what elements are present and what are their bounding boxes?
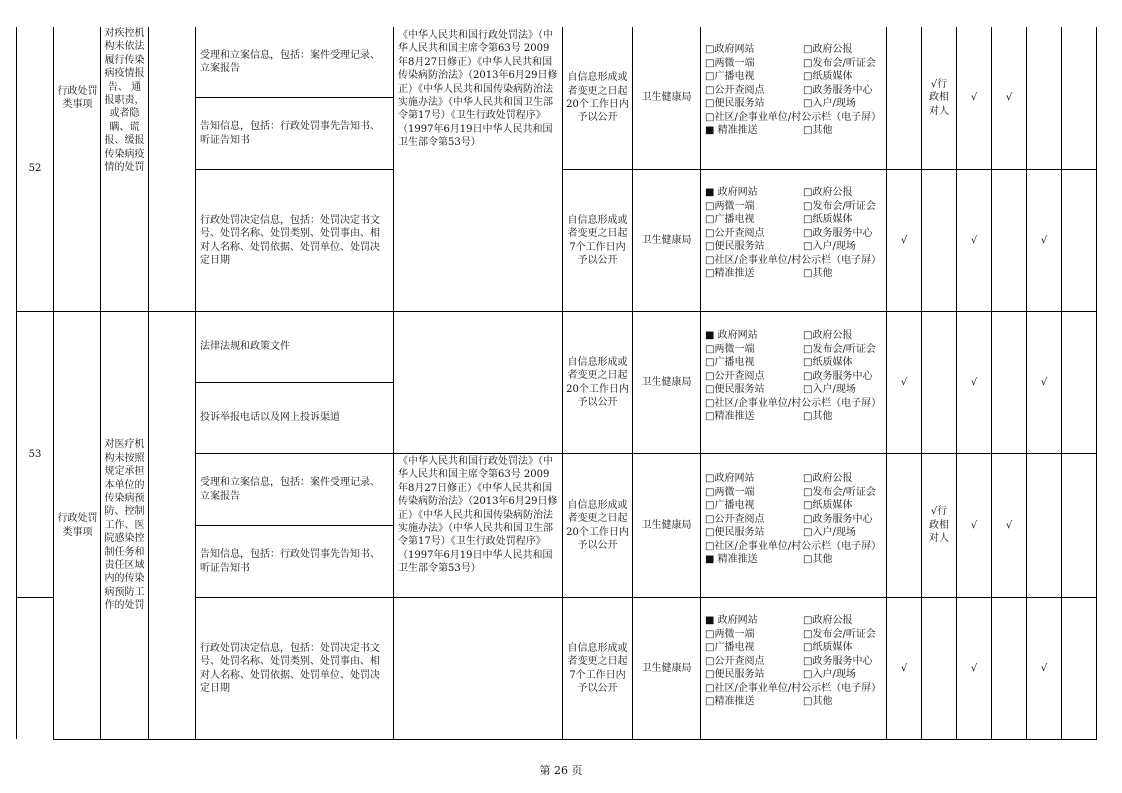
scope-all-mark: √ <box>900 376 908 388</box>
content-cell: 行政处罚决定信息，包括：处罚决定书文号、处罚名称、处罚类别、处罚事由、相对人名称、处罚依据、处罚单位、处罚决定日期 <box>200 214 380 266</box>
disclosure-timing: 自信息形成或者变更之日起20个工作日内予以公开 <box>566 499 629 551</box>
disclosure-subject: 卫生健康局 <box>641 234 692 246</box>
row-number: 52 <box>28 163 42 175</box>
mode-active-mark: √ <box>970 662 978 674</box>
content-cell: 行政处罚决定信息，包括：处罚决定书文号、处罚名称、处罚类别、处罚事由、相对人名称、处罚依据、处罚单位、处罚决定日期 <box>200 642 380 694</box>
mode-active-mark: √ <box>970 376 978 388</box>
mode-active-mark: √ <box>970 519 978 531</box>
item-name: 对医疗机构未按照规定承担本单位的传染病预防、控制工作、医院感染控制任务和责任区域内的传染病预防工作的处罚 <box>104 439 145 612</box>
mode-active-mark: √ <box>970 234 978 246</box>
legal-basis: 《中华人民共和国行政处罚法》（中华人民共和国主席令第63号 2009年8月27日修正）《中华人民共和国传染病防治法》（2013年6月29日修正）《中华人民共和国传染病防治法实施办法》（中华人民共和国卫生部令第17号）《卫生行政处罚程序》（1997年6月19日中华人民共和国卫生部令第53号） <box>398 456 558 575</box>
content-cell: 告知信息，包括：行政处罚事先告知书、听证告知书 <box>200 121 380 146</box>
mode-apply-mark <box>992 170 1026 311</box>
scope-target-mark <box>922 170 956 311</box>
scope-all-mark: √ <box>900 234 908 246</box>
legal-basis: 《中华人民共和国行政处罚法》（中华人民共和国主席令第63号 2009年8月27日修正）《中华人民共和国传染病防治法》（2013年6月29日修正）《中华人民共和国传染病防治法实施办法》（中华人民共和国卫生部令第17号）《卫生行政处罚程序》（1997年6月19日中华人民共和国卫生部令第53号） <box>398 30 558 149</box>
content-cell: 受理和立案信息，包括：案件受理记录、立案报告 <box>200 49 380 74</box>
item-name: 对疾控机构未依法履行传染病疫情报告、 通报职责，或者隐瞒、谎报、缓报传染病疫情的处罚 <box>104 28 145 174</box>
disclosure-channels: ■ 政府网站 □政府公报 □两微一端 □发布会/听证会 □广播电视 □纸质媒体 □公开查阅点 □政务服务中心 □便民服务站 □入户/现场 □社区/企事业单位/村公示栏（电子屏） □精准推送 □其他 <box>705 187 882 279</box>
item-category: 行政处罚类事项 <box>57 513 98 538</box>
disclosure-subject: 卫生健康局 <box>641 376 692 388</box>
mode-apply-mark <box>992 312 1026 453</box>
scope-target-mark <box>922 312 956 453</box>
disclosure-channels: ■ 政府网站 □政府公报 □两微一端 □发布会/听证会 □广播电视 □纸质媒体 □公开查阅点 □政务服务中心 □便民服务站 □入户/现场 □社区/企事业单位/村公示栏（电子屏） □精准推送 □其他 <box>705 615 882 707</box>
disclosure-timing: 自信息形成或者变更之日起20个工作日内予以公开 <box>566 356 629 408</box>
mode-active-mark: √ <box>970 92 978 104</box>
content-cell: 告知信息，包括：行政处罚事先告知书、听证告知书 <box>200 549 380 574</box>
scope-target-mark <box>922 598 956 739</box>
page-number: 第 26 页 <box>539 764 583 777</box>
level-county-mark: √ <box>1040 662 1048 674</box>
disclosure-subject: 卫生健康局 <box>641 519 692 531</box>
content-cell: 投诉举报电话以及网上投诉渠道 <box>200 412 340 424</box>
disclosure-subject: 卫生健康局 <box>641 92 692 104</box>
disclosure-timing: 自信息形成或者变更之日起7个工作日内予以公开 <box>567 214 628 266</box>
scope-all-mark <box>887 454 921 597</box>
mode-apply-mark: √ <box>1005 519 1013 531</box>
disclosure-subject: 卫生健康局 <box>641 662 692 674</box>
disclosure-timing: 自信息形成或者变更之日起20个工作日内予以公开 <box>566 72 629 124</box>
content-cell: 受理和立案信息，包括：案件受理记录、立案报告 <box>200 477 380 502</box>
mode-apply-mark <box>992 598 1026 739</box>
content-cell: 法律法规和政策文件 <box>200 341 290 353</box>
scope-all-mark <box>887 27 921 169</box>
scope-target-mark: √行政相对人 <box>929 78 949 117</box>
item-category: 行政处罚类事项 <box>57 85 98 110</box>
disclosure-timing: 自信息形成或者变更之日起7个工作日内予以公开 <box>567 642 628 694</box>
level-county-mark: √ <box>1040 234 1048 246</box>
disclosure-channels: □政府网站 □政府公报 □两微一端 □发布会/听证会 □广播电视 □纸质媒体 □公开查阅点 □政务服务中心 □便民服务站 □入户/现场 □社区/企事业单位/村公示栏（电子屏） ■ 精准推送 □其他 <box>705 44 882 136</box>
scope-target-mark: √行政相对人 <box>929 506 949 545</box>
scope-all-mark: √ <box>900 662 908 674</box>
disclosure-channels: □政府网站 □政府公报 □两微一端 □发布会/听证会 □广播电视 □纸质媒体 □公开查阅点 □政务服务中心 □便民服务站 □入户/现场 □社区/企事业单位/村公示栏（电子屏） ■ 精准推送 □其他 <box>705 473 882 565</box>
level-county-mark <box>1027 27 1061 169</box>
disclosure-channels: ■ 政府网站 □政府公报 □两微一端 □发布会/听证会 □广播电视 □纸质媒体 □公开查阅点 □政务服务中心 □便民服务站 □入户/现场 □社区/企事业单位/村公示栏（电子屏） □精准推送 □其他 <box>705 330 882 422</box>
mode-apply-mark: √ <box>1005 92 1013 104</box>
level-county-mark <box>1027 454 1061 597</box>
level-county-mark: √ <box>1040 376 1048 388</box>
row-number: 53 <box>28 448 42 460</box>
